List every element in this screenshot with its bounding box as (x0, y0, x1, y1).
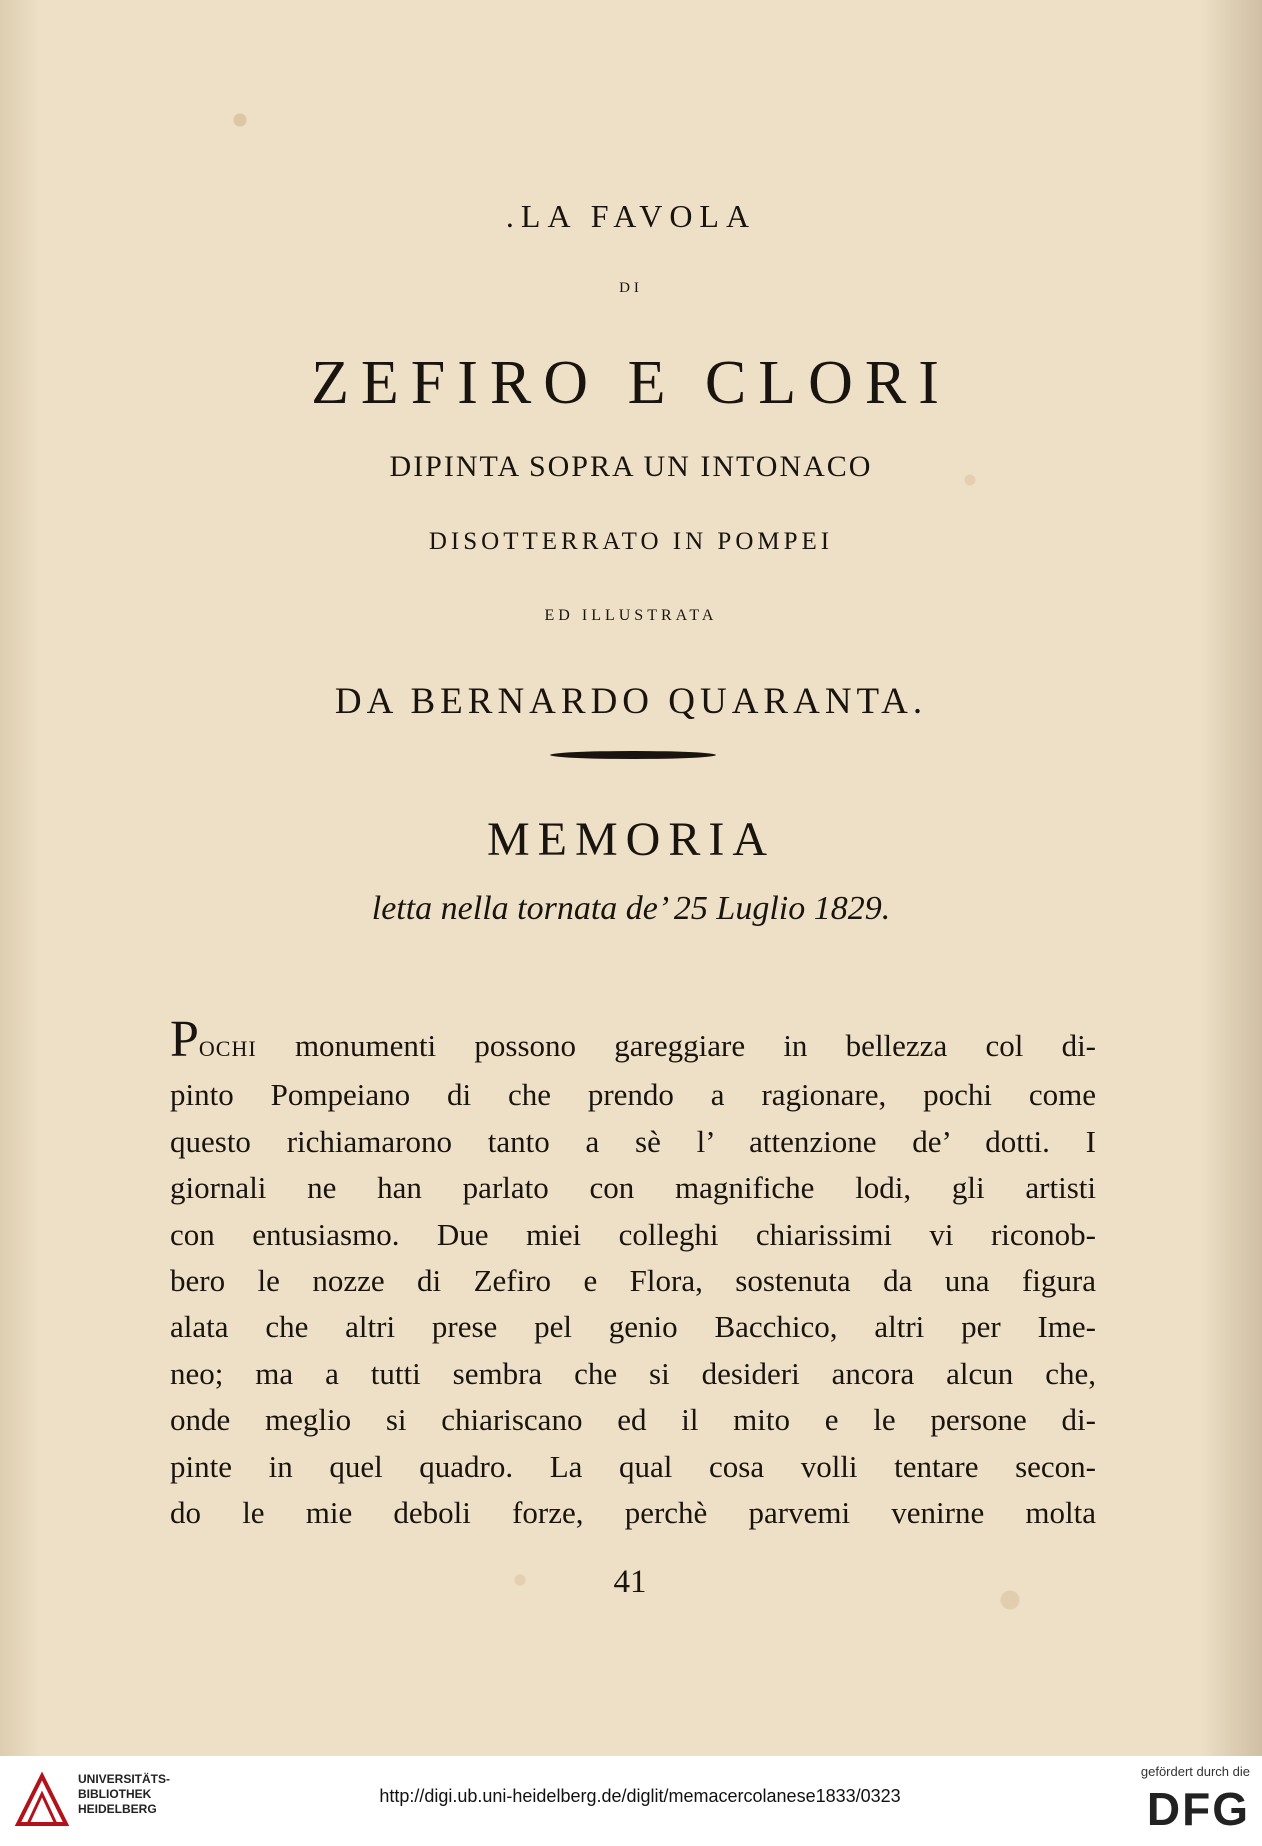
body-line: questo richiamarono tanto a sè l’ attenzione de’ dotti. I (170, 1123, 1096, 1159)
library-name (78, 1772, 198, 1817)
body-line: giornali ne han parlato con magnifiche lodi, gli artisti (170, 1170, 1096, 1206)
title-line-6: ED ILLUSTRATA (544, 607, 718, 624)
section-title: MEMORIA (486, 813, 775, 866)
body-line: pinto Pompeiano di che prendo a ragionare, pochi come (170, 1077, 1096, 1113)
library-name-line: HEIDELBERG (78, 1802, 157, 1816)
title-line-5: DISOTTERRATO IN POMPEI (428, 528, 834, 555)
ornamental-rule (550, 751, 716, 759)
main-title: ZEFIRO E CLORI (311, 349, 951, 417)
dfg-logo: DFG (1146, 1783, 1250, 1835)
body-line: bero le nozze di Zefiro e Flora, sostenuta da una figura (170, 1263, 1096, 1299)
page-number: 41 (613, 1564, 647, 1600)
body-line: neo; ma a tutti sembra che si desideri ancora alcun che, (170, 1355, 1096, 1391)
library-name-line: BIBLIOTHEK (78, 1787, 152, 1801)
funded-by-label: gefördert durch die (1140, 1764, 1250, 1779)
body-line-first (170, 1011, 1096, 1072)
footer-bar (0, 1756, 1262, 1846)
body-text (170, 1011, 1096, 1536)
first-line-rest: monumenti possono gareggiare in bellezza col di- (256, 1028, 1096, 1063)
library-logo-icon (12, 1770, 72, 1830)
permalink-url[interactable]: http://digi.ub.uni-heidelberg.de/diglit/memacercolanese1833/0323 (379, 1786, 901, 1806)
small-caps-word: OCHI (198, 1036, 257, 1061)
body-line: con entusiasmo. Due miei colleghi chiarissimi vi riconob- (170, 1216, 1096, 1252)
title-line-4: DIPINTA SOPRA UN INTONACO (389, 450, 873, 483)
drop-cap: P (170, 1011, 199, 1068)
title-line-1: .LA FAVOLA (505, 198, 757, 234)
title-line-2: DI (619, 280, 643, 296)
body-line: onde meglio si chiariscano ed il mito e le persone di- (170, 1402, 1096, 1438)
library-name-line: UNIVERSITÄTS- (78, 1772, 171, 1786)
body-line: pinte in quel quadro. La qual cosa volli tentare secon- (170, 1448, 1096, 1484)
bleed-through-text (620, 140, 1120, 184)
author-line: DA BERNARDO QUARANTA. (334, 681, 928, 722)
section-subtitle: letta nella tornata de’ 25 Luglio 1829. (371, 890, 891, 927)
body-line: do le mie deboli forze, perchè parvemi venirne molta (170, 1495, 1096, 1531)
body-line: alata che altri prese pel genio Bacchico, altri per Ime- (170, 1309, 1096, 1345)
